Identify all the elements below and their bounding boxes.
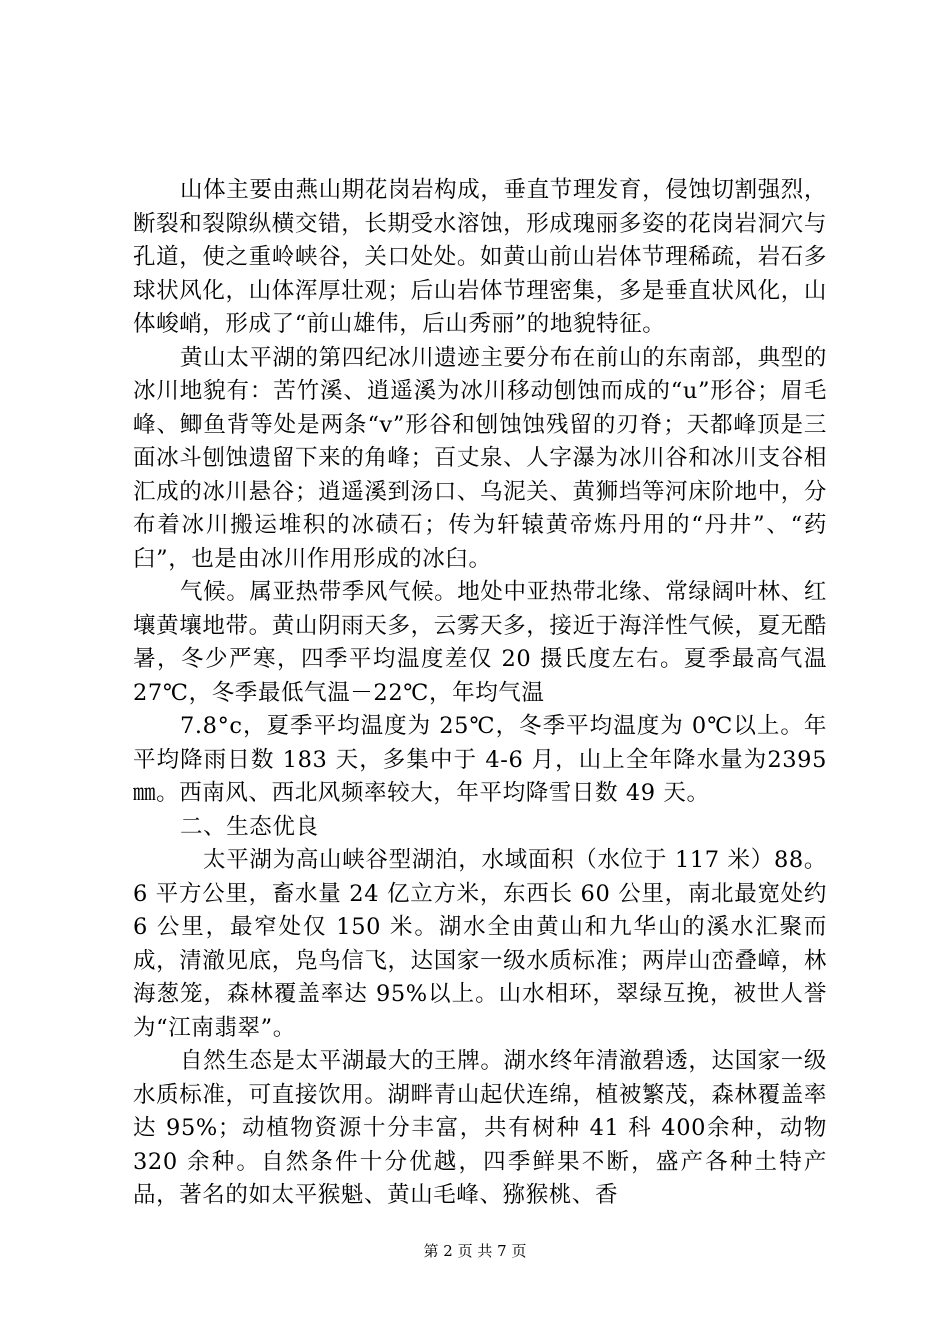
paragraph-natural-ecology: 自然生态是太平湖最大的王牌。湖水终年清澈碧透，达国家一级水质标准，可直接饮用。湖畔青山起伏连绵，植被繁茂，森林覆盖率达 95%；动植物资源十分丰富，共有树种 41 科 400余种，动物 320 余种。自然条件十分优越，四季鲜果不断，盛产各种土特产品，著名的如太平猴魁、黄山毛峰、猕猴桃、香 <box>133 1048 827 1208</box>
paragraph-temperature: 7.8°c，夏季平均温度为 25℃，冬季平均温度为 0℃以上。年平均降雨日数 183 天，多集中于 4-6 月，山上全年降水量为2395㎜。西南风、西北风频率较大，年平均降雪日数 49 天。 <box>133 713 827 806</box>
paragraph-lake-description: 太平湖为高山峡谷型湖泊，水域面积（水位于 117 米）88。6 平方公里，畜水量 24 亿立方米，东西长 60 公里，南北最宽处约 6 公里，最窄处仅 150 米。湖水全由黄山和九华山的溪水汇聚而成，清澈见底，凫鸟信飞，达国家一级水质标准；两岸山峦叠嶂，林海葱笼，森林覆盖率达 95%以上。山水相环，翠绿互挽，被世人誉为“江南翡翠”。 <box>133 847 827 1041</box>
paragraph-glacier-remains: 黄山太平湖的第四纪冰川遗迹主要分布在前山的东南部，典型的冰川地貌有：苦竹溪、逍遥溪为冰川移动刨蚀而成的“u”形谷；眉毛峰、鲫鱼背等处是两条“v”形谷和刨蚀蚀残留的刃脊；天都峰顶是三面冰斗刨蚀遗留下来的角峰；百丈泉、人字瀑为冰川谷和冰川支谷相汇成的冰川悬谷；逍遥溪到汤口、乌泥关、黄狮垱等河床阶地中，分布着冰川搬运堆积的冰碛石；传为轩辕黄帝炼丹用的“丹井”、“药臼”，也是由冰川作用形成的冰臼。 <box>133 344 827 572</box>
paragraph-rock-formation: 山体主要由燕山期花岗岩构成，垂直节理发育，侵蚀切割强烈，断裂和裂隙纵横交错，长期受水溶蚀，形成瑰丽多姿的花岗岩洞穴与孔道，使之重岭峡谷，关口处处。如黄山前山岩体节理稀疏，岩石多球状风化，山体浑厚壮观；后山岩体节理密集，多是垂直状风化，山体峻峭，形成了“前山雄伟，后山秀丽”的地貌特征。 <box>133 177 827 337</box>
document-body <box>133 174 827 1213</box>
page-number-footer: 第 2 页 共 7 页 <box>423 1242 527 1260</box>
paragraph-climate: 气候。属亚热带季风气候。地处中亚热带北缘、常绿阔叶林、红壤黄壤地带。黄山阴雨天多，云雾天多，接近于海洋性气候，夏无酷暑，冬少严寒，四季平均温度差仅 20 摄氏度左右。夏季最高气温27℃，冬季最低气温－22℃，年均气温 <box>133 579 827 706</box>
section-heading-ecology: 二、生态优良 <box>180 813 319 840</box>
